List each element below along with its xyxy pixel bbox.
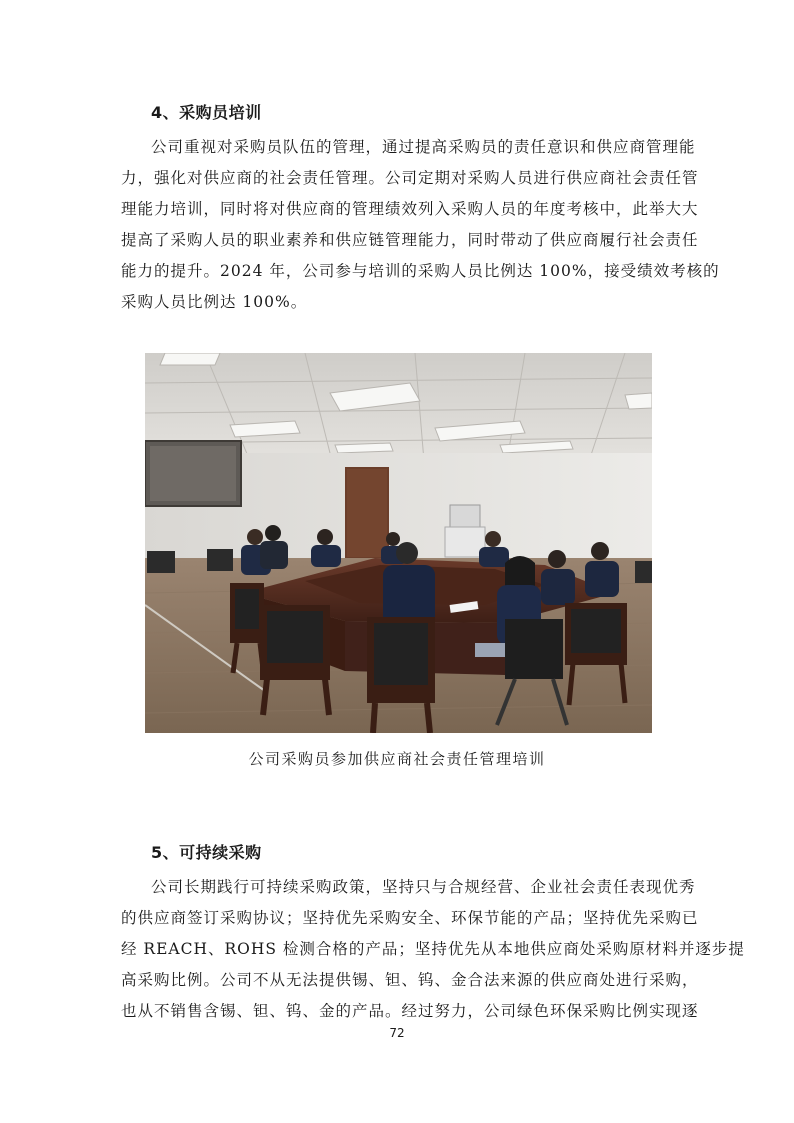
photo-caption: 公司采购员参加供应商社会责任管理培训 xyxy=(248,750,546,768)
paragraph-line: 采购人员比例达 100%。 xyxy=(121,293,308,311)
section-5-heading: 5、可持续采购 xyxy=(151,843,262,862)
paragraph-line: 理能力培训，同时将对供应商的管理绩效列入采购人员的年度考核中，此举大大 xyxy=(121,200,699,218)
paragraph-line: 公司长期践行可持续采购政策，坚持只与合规经营、企业社会责任表现优秀 xyxy=(151,878,696,896)
paragraph-line: 力，强化对供应商的社会责任管理。公司定期对采购人员进行供应商社会责任管 xyxy=(121,169,699,187)
paragraph-line: 公司重视对采购员队伍的管理，通过提高采购员的责任意识和供应商管理能 xyxy=(151,138,696,156)
section-4-heading: 4、采购员培训 xyxy=(151,103,262,122)
paragraph-line: 提高了采购人员的职业素养和供应链管理能力，同时带动了供应商履行社会责任 xyxy=(121,231,699,249)
page-number: 72 xyxy=(389,1026,405,1040)
paragraph-line: 的供应商签订采购协议；坚持优先采购安全、环保节能的产品；坚持优先采购已 xyxy=(121,909,699,927)
paragraph-line: 高采购比例。公司不从无法提供锡、钽、钨、金合法来源的供应商处进行采购， xyxy=(121,971,699,989)
paragraph-line: 也从不销售含锡、钽、钨、金的产品。经过努力，公司绿色环保采购比例实现逐 xyxy=(121,1002,699,1020)
paragraph-line: 能力的提升。2024 年，公司参与培训的采购人员比例达 100%，接受绩效考核的 xyxy=(121,262,720,280)
paragraph-line: 经 REACH、ROHS 检测合格的产品；坚持优先从本地供应商处采购原材料并逐步提 xyxy=(121,940,745,958)
training-meeting-photo xyxy=(145,353,652,733)
